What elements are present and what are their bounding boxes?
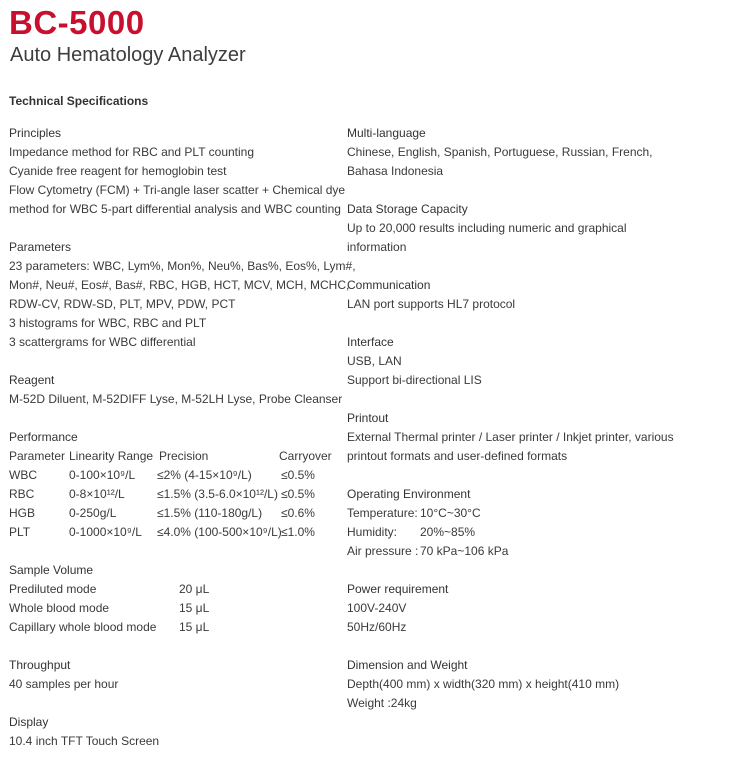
list-item (347, 523, 747, 542)
display-heading: Display (9, 715, 49, 729)
parameters-section (9, 238, 356, 352)
interface-section (347, 333, 747, 390)
env-value: 10°C~30°C (420, 506, 481, 520)
list-item (347, 542, 747, 561)
list-item (9, 618, 334, 637)
multilanguage-line: Chinese, English, Spanish, Portuguese, Russian, French, (347, 145, 653, 159)
environment-section (347, 485, 747, 561)
env-value: 20%~85% (420, 525, 476, 539)
env-value: 70 kPa~106 kPa (420, 544, 509, 558)
principles-section (9, 124, 346, 219)
reagent-heading: Reagent (9, 373, 55, 387)
left-column (9, 124, 356, 770)
storage-line: Up to 20,000 results including numeric and graphical (347, 221, 627, 235)
sample-volume-heading: Sample Volume (9, 563, 94, 577)
parameters-line: 23 parameters: WBC, Lym%, Mon%, Neu%, Bas%, Eos%, Lym#, (9, 259, 356, 273)
precision-cell: ≤1.5% (110-180g/L) (157, 506, 263, 520)
display-section (9, 713, 334, 751)
interface-line: Support bi-directional LIS (347, 373, 482, 387)
communication-heading: Communication (347, 278, 431, 292)
printout-line: printout formats and user-defined formats (347, 449, 568, 463)
product-title: BC-5000 (9, 4, 145, 41)
interface-line: USB, LAN (347, 354, 402, 368)
table-row (9, 504, 334, 523)
principles-line: Flow Cytometry (FCM) + Tri-angle laser scatter + Chemical dye (9, 183, 346, 197)
storage-heading: Data Storage Capacity (347, 202, 468, 216)
dimension-heading: Dimension and Weight (347, 658, 468, 672)
printout-line: External Thermal printer / Laser printer / Inkjet printer, various (347, 430, 674, 444)
param-cell: HGB (9, 506, 36, 520)
throughput-heading: Throughput (9, 658, 71, 672)
parameters-line: 3 scattergrams for WBC differential (9, 335, 196, 349)
column-header: Linearity Range (69, 449, 154, 463)
storage-section (347, 200, 747, 257)
multilanguage-line: Bahasa Indonesia (347, 164, 444, 178)
principles-line: method for WBC 5-part differential analysis and WBC counting (9, 202, 341, 216)
principles-heading: Principles (9, 126, 62, 140)
product-subtitle: Auto Hematology Analyzer (10, 44, 246, 66)
printout-section (347, 409, 747, 466)
list-item (347, 504, 747, 523)
carryover-cell: ≤0.6% (281, 506, 315, 520)
principles-line: Impedance method for RBC and PLT counting (9, 145, 255, 159)
power-section (347, 580, 747, 637)
carryover-cell: ≤0.5% (281, 468, 315, 482)
parameters-line: RDW-CV, RDW-SD, PLT, MPV, PDW, PCT (9, 297, 236, 311)
communication-section (347, 276, 747, 314)
parameters-line: Mon#, Neu#, Eos#, Bas#, RBC, HGB, HCT, MCV, MCH, MCHC, (9, 278, 350, 292)
carryover-cell: ≤1.0% (281, 525, 315, 539)
environment-heading: Operating Environment (347, 487, 471, 501)
sample-volume-section (9, 561, 334, 637)
list-item (9, 599, 334, 618)
reagent-section (9, 371, 343, 409)
technical-specifications-heading: Technical Specifications (9, 94, 149, 108)
column-header: Parameter (9, 449, 66, 463)
interface-heading: Interface (347, 335, 394, 349)
right-column (347, 124, 747, 732)
precision-cell: ≤1.5% (3.5-6.0×10¹²/L) (157, 487, 278, 501)
param-cell: RBC (9, 487, 35, 501)
table-row (9, 485, 334, 504)
performance-section (9, 428, 334, 542)
range-cell: 0-8×10¹²/L (69, 487, 125, 501)
precision-cell: ≤2% (4-15×10⁹/L) (157, 468, 252, 482)
storage-line: information (347, 240, 407, 254)
range-cell: 0-250g/L (69, 506, 117, 520)
column-header: Precision (159, 449, 209, 463)
mode-label: Whole blood mode (9, 601, 110, 615)
parameters-line: 3 histograms for WBC, RBC and PLT (9, 316, 207, 330)
multilanguage-section (347, 124, 747, 181)
table-row (9, 523, 334, 542)
volume-value: 15 μL (179, 601, 210, 615)
throughput-line: 40 samples per hour (9, 677, 119, 691)
carryover-cell: ≤0.5% (281, 487, 315, 501)
mode-label: Prediluted mode (9, 582, 97, 596)
env-label: Humidity: (347, 525, 398, 539)
performance-header-row (9, 447, 334, 466)
env-label: Temperature: (347, 506, 418, 520)
printout-heading: Printout (347, 411, 389, 425)
dimension-line: Depth(400 mm) x width(320 mm) x height(410 mm) (347, 677, 620, 691)
performance-heading: Performance (9, 430, 78, 444)
throughput-section (9, 656, 334, 694)
mode-label: Capillary whole blood mode (9, 620, 157, 634)
range-cell: 0-100×10⁹/L (69, 468, 136, 482)
dimension-line: Weight :24kg (347, 696, 417, 710)
power-line: 100V-240V (347, 601, 407, 615)
reagent-line: M-52D Diluent, M-52DIFF Lyse, M-52LH Lyse, Probe Cleanser (9, 392, 343, 406)
display-line: 10.4 inch TFT Touch Screen (9, 734, 160, 748)
volume-value: 15 μL (179, 620, 210, 634)
param-cell: WBC (9, 468, 37, 482)
parameters-heading: Parameters (9, 240, 72, 254)
power-heading: Power requirement (347, 582, 449, 596)
table-row (9, 466, 334, 485)
power-line: 50Hz/60Hz (347, 620, 407, 634)
precision-cell: ≤4.0% (100-500×10⁹/L) (157, 525, 282, 539)
multilanguage-heading: Multi-language (347, 126, 426, 140)
range-cell: 0-1000×10⁹/L (69, 525, 142, 539)
principles-line: Cyanide free reagent for hemoglobin test (9, 164, 227, 178)
list-item (9, 580, 334, 599)
column-header: Carryover (279, 449, 332, 463)
dimension-section (347, 656, 747, 713)
communication-line: LAN port supports HL7 protocol (347, 297, 516, 311)
volume-value: 20 μL (179, 582, 210, 596)
param-cell: PLT (9, 525, 31, 539)
env-label: Air pressure : (347, 544, 419, 558)
